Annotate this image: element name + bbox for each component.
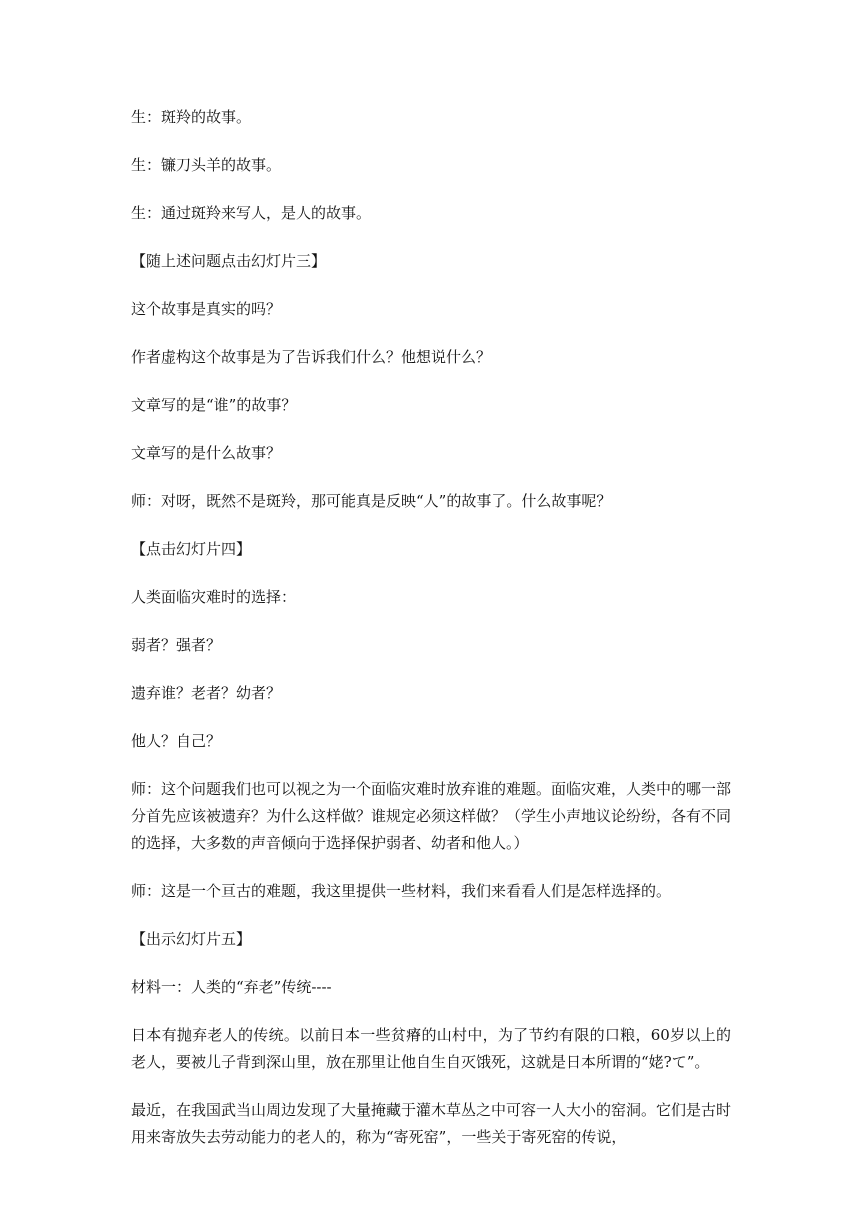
teacher-remark-1: 师：对呀，既然不是斑羚，那可能真是反映“人”的故事了。什么故事呢？: [131, 492, 612, 510]
choice-2: 遗弃谁？老者？幼者？: [131, 684, 282, 702]
teacher-remark-2: 师：这个问题我们也可以视之为一个面临灾难时放弃谁的难题。面临灾难，人类中的哪一部分首先应该被遗弃？为什么这样做？谁规定必须这样做？（学生小声地议论纷纷，各有不同的选择，大多数的声音倾向于选择保护弱者、幼者和他人。）: [131, 780, 732, 852]
slide-3-instruction: 【随上述问题点击幻灯片三】: [131, 252, 327, 270]
question-1: 这个故事是真实的吗？: [131, 300, 282, 318]
material-1-japan: 日本有抛弃老人的传统。以前日本一些贫瘠的山村中，为了节约有限的口粮，60岁以上的老人，要被儿子背到深山里，放在那里让他自生自灭饿死，这就是日本所谓的“姥?て”。: [131, 1026, 731, 1071]
choice-1: 弱者？强者？: [131, 636, 222, 654]
question-3: 文章写的是“谁”的故事？: [131, 396, 297, 414]
question-4: 文章写的是什么故事？: [131, 444, 282, 462]
slide-5-instruction: 【出示幻灯片五】: [131, 930, 252, 948]
question-2: 作者虚构这个故事是为了告诉我们什么？他想说什么？: [131, 348, 492, 366]
slide-4-instruction: 【点击幻灯片四】: [131, 540, 252, 558]
student-answer-1: 生：斑羚的故事。: [131, 108, 252, 126]
student-answer-2: 生：镰刀头羊的故事。: [131, 156, 282, 174]
student-answer-3: 生：通过斑羚来写人，是人的故事。: [131, 204, 372, 222]
choice-3: 他人？自己？: [131, 732, 222, 750]
document-body: [131, 104, 731, 1172]
teacher-remark-3: 师：这是一个亘古的难题，我这里提供一些材料，我们来看看人们是怎样选择的。: [131, 882, 672, 900]
material-1-title: 材料一：人类的“弃老”传统----: [131, 978, 332, 996]
material-1-wudang: 最近，在我国武当山周边发现了大量掩藏于灌木草丛之中可容一人大小的窑洞。它们是古时用来寄放失去劳动能力的老人的，称为“寄死窑”，一些关于寄死窑的传说，: [131, 1101, 732, 1146]
choice-heading: 人类面临灾难时的选择：: [131, 588, 297, 606]
